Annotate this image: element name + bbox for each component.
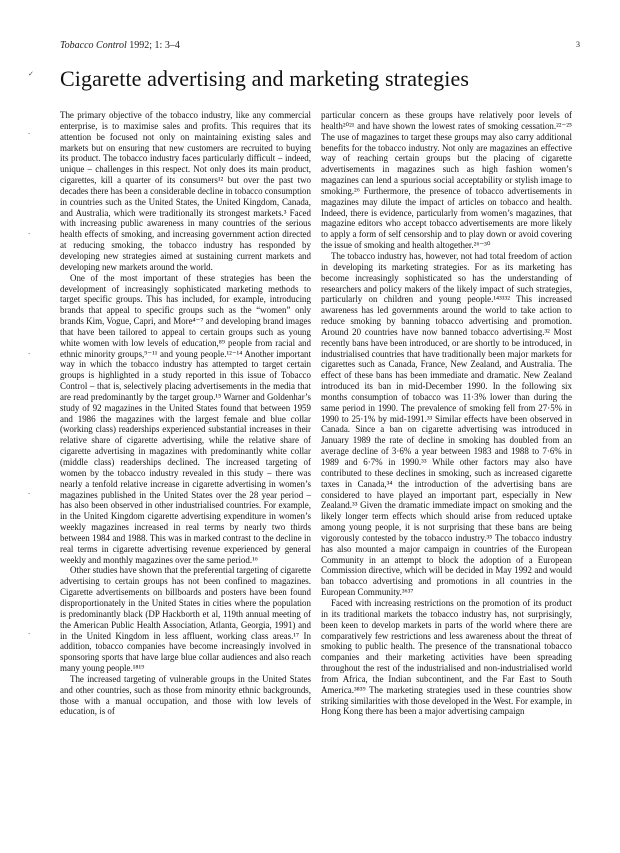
left-column (60, 110, 311, 717)
margin-mark-icon: ✓ (28, 70, 34, 78)
paragraph: The increased targeting of vulnerable groups in the United States and other countries, such as those from minority ethnic backgrounds, those with a manual occupation, and those with low levels of education, is of (60, 673, 311, 717)
journal-name: Tobacco Control (60, 40, 127, 51)
paragraph: Other studies have shown that the preferential targeting of cigarette advertising to certain groups has not been confined to magazines. Cigarette advertisements on billboards and posters have been found disproportionately in the United States in cities where the population is predominantly black (DP Hackborth et al, 119th annual meeting of the American Public Health Association, Atlanta, Georgia, 1991) and in the United Kingdom in less affluent, working class areas.¹⁷ In addition, tobacco companies have become increasingly involved in sponsoring sports that have large blue collar audiences and also reach many young people.¹⁸¹⁹ (60, 565, 311, 674)
page-number: 3 (576, 40, 580, 49)
paragraph: Faced with increasing restrictions on the promotion of its product in its traditional markets the tobacco industry has, not surprisingly, been keen to develop markets in parts of the world where there are comparatively few restrictions and less awareness about the threat of smoking to public health. The presence of the transnational tobacco companies and their marketing activities have been spreading throughout the rest of the industrialised and non-industrialised world from Africa, the Indian subcontinent, and the Far East to South America.³⁸³⁹ The marketing strategies used in these countries show striking similarities with those developed in the West. For example, in Hong Kong there has been a major advertising campaign (321, 597, 572, 717)
margin-mark-icon: · (28, 230, 31, 238)
margin-mark-icon: · (28, 350, 31, 358)
margin-mark-icon: · (28, 490, 31, 498)
running-header (60, 40, 580, 51)
article-title: Cigarette advertising and marketing strategies (60, 66, 470, 91)
paragraph: The tobacco industry has, however, not had total freedom of action in developing its marketing strategies. For as its marketing has become increasingly sophisticated so has the understanding of researchers and policy makers of the likely impact of such strategies, particularly on children and young people.¹⁴³¹³² This increased awareness has led governments around the world to take action to reduce smoking by banning tobacco advertising and promotion. Around 20 countries have now banned tobacco advertising.³² Most recently bans have been introduced, or are shortly to be introduced, in industrialised countries that have traditionally been major markets for cigarettes such as Canada, France, New Zealand, and Australia. The effect of these bans has been immediate and dramatic. New Zealand introduced its ban in mid-December 1990. In the following six months consumption of tobacco was 11·3% lower than during the same period in 1990. The prevalence of smoking fell from 27·5% in 1990 to 25·1% by mid-1991.³³ Similar effects have been observed in Canada. Since a ban on cigarette advertising was introduced in January 1989 the rate of decline in smoking has doubled from an average decline of 3·6% a year between 1983 and 1988 to 7·6% in 1989 and 6·7% in 1990.³³ While other factors may also have contributed to these declines in smoking, such as increased cigarette taxes in Canada,³⁴ the introduction of the advertising bans are considered to have played an important part, especially in New Zealand.³³ Given the dramatic immediate impact on smoking and the likely longer term effects which should arise from reduced uptake among young people, it is not surprising that these bans are being vigorously contested by the tobacco industry.³⁵ The tobacco industry has also mounted a major campaign in countries of the European Community in an attempt to block the adoption of a European Commission directive, which will be decided in May 1992 and would ban tobacco advertising and promotions in all countries in the European Community.³⁶³⁷ (321, 250, 572, 598)
article-body (60, 110, 572, 717)
margin-mark-icon: · (28, 630, 31, 638)
margin-mark-icon: · (28, 130, 31, 138)
right-column (321, 110, 572, 717)
journal-issue: 1992; 1: 3–4 (129, 40, 180, 51)
paragraph: particular concern as these groups have relatively poor levels of health²⁰²¹ and have shown the lowest rates of smoking cessation.²²⁻²⁵ The use of magazines to target these groups may also carry additional benefits for the tobacco industry. Not only are magazines an effective way of reaching certain groups but the placing of cigarette advertisements in magazines such as high fashion women’s magazines can lend a spurious social acceptability or stylish image to smoking.²⁶ Furthermore, the presence of tobacco advertisements in magazines may dilute the impact of articles on tobacco and health. Indeed, there is evidence, particularly from women’s magazines, that magazine editors who accept tobacco advertisements are more likely to apply a form of self censorship and to play down or avoid covering the issue of smoking and health altogether.²⁶⁻³⁰ (321, 110, 572, 251)
paragraph: The primary objective of the tobacco industry, like any commercial enterprise, is to maximise sales and profits. This requires that its attention be focused not only on maintaining existing sales and markets but on ensuring that new customers are recruited to buying its product. The tobacco industry faces particularly difficult – indeed, unique – challenges in this respect. Not only does its main product, cigarettes, kill a quarter of its consumers¹² but over the past two decades there has been a considerable decline in tobacco consumption in countries such as the United States, the United Kingdom, Canada, and Australia, which were traditionally its strongest markets.³ Faced with increasing public awareness in many countries of the serious health effects of smoking, and increasing government action directed at reducing smoking, the tobacco industry has responded by developing new strategies aimed at sustaining current markets and developing new markets around the world. (60, 110, 311, 272)
paragraph: One of the most important of these strategies has been the development of increasingly sophisticated marketing methods to target specific groups. This has included, for example, introducing brands that appeal to specific groups such as the “women” only brands Kim, Vogue, Capri, and More⁴⁻⁷ and developing brand images that have been tailored to appeal to certain groups such as young white women with low levels of education,⁸⁹ people from racial and ethnic minority groups,⁹⁻¹¹ and young people.¹²⁻¹⁴ Another important way in which the tobacco industry has attempted to target certain groups is highlighted in a study reported in this issue of Tobacco Control – that is, selectively placing advertisements in the media that are read predominantly by the target group.¹⁵ Warner and Goldenhar’s study of 92 magazines in the United States found that between 1959 and 1986 the magazines with the largest female and blue collar (working class) readerships experienced substantial increases in their relative share of cigarette advertising, while the relative share of cigarette advertising in magazines with predominantly white collar (middle class) readerships declined. The increased targeting of women by the tobacco industry revealed in this study – there was nearly a tenfold relative increase in cigarette advertising in women’s magazines published in the United States over the 28 year period – has also been observed in other industrialised countries. For example, in the United Kingdom cigarette advertising expenditure in women’s weekly magazines increased in real terms by nearly two thirds between 1984 and 1988. This was in marked contrast to the decline in real terms in cigarette advertising revenue experienced by general weekly and monthly magazines over the same period.¹⁶ (60, 272, 311, 565)
